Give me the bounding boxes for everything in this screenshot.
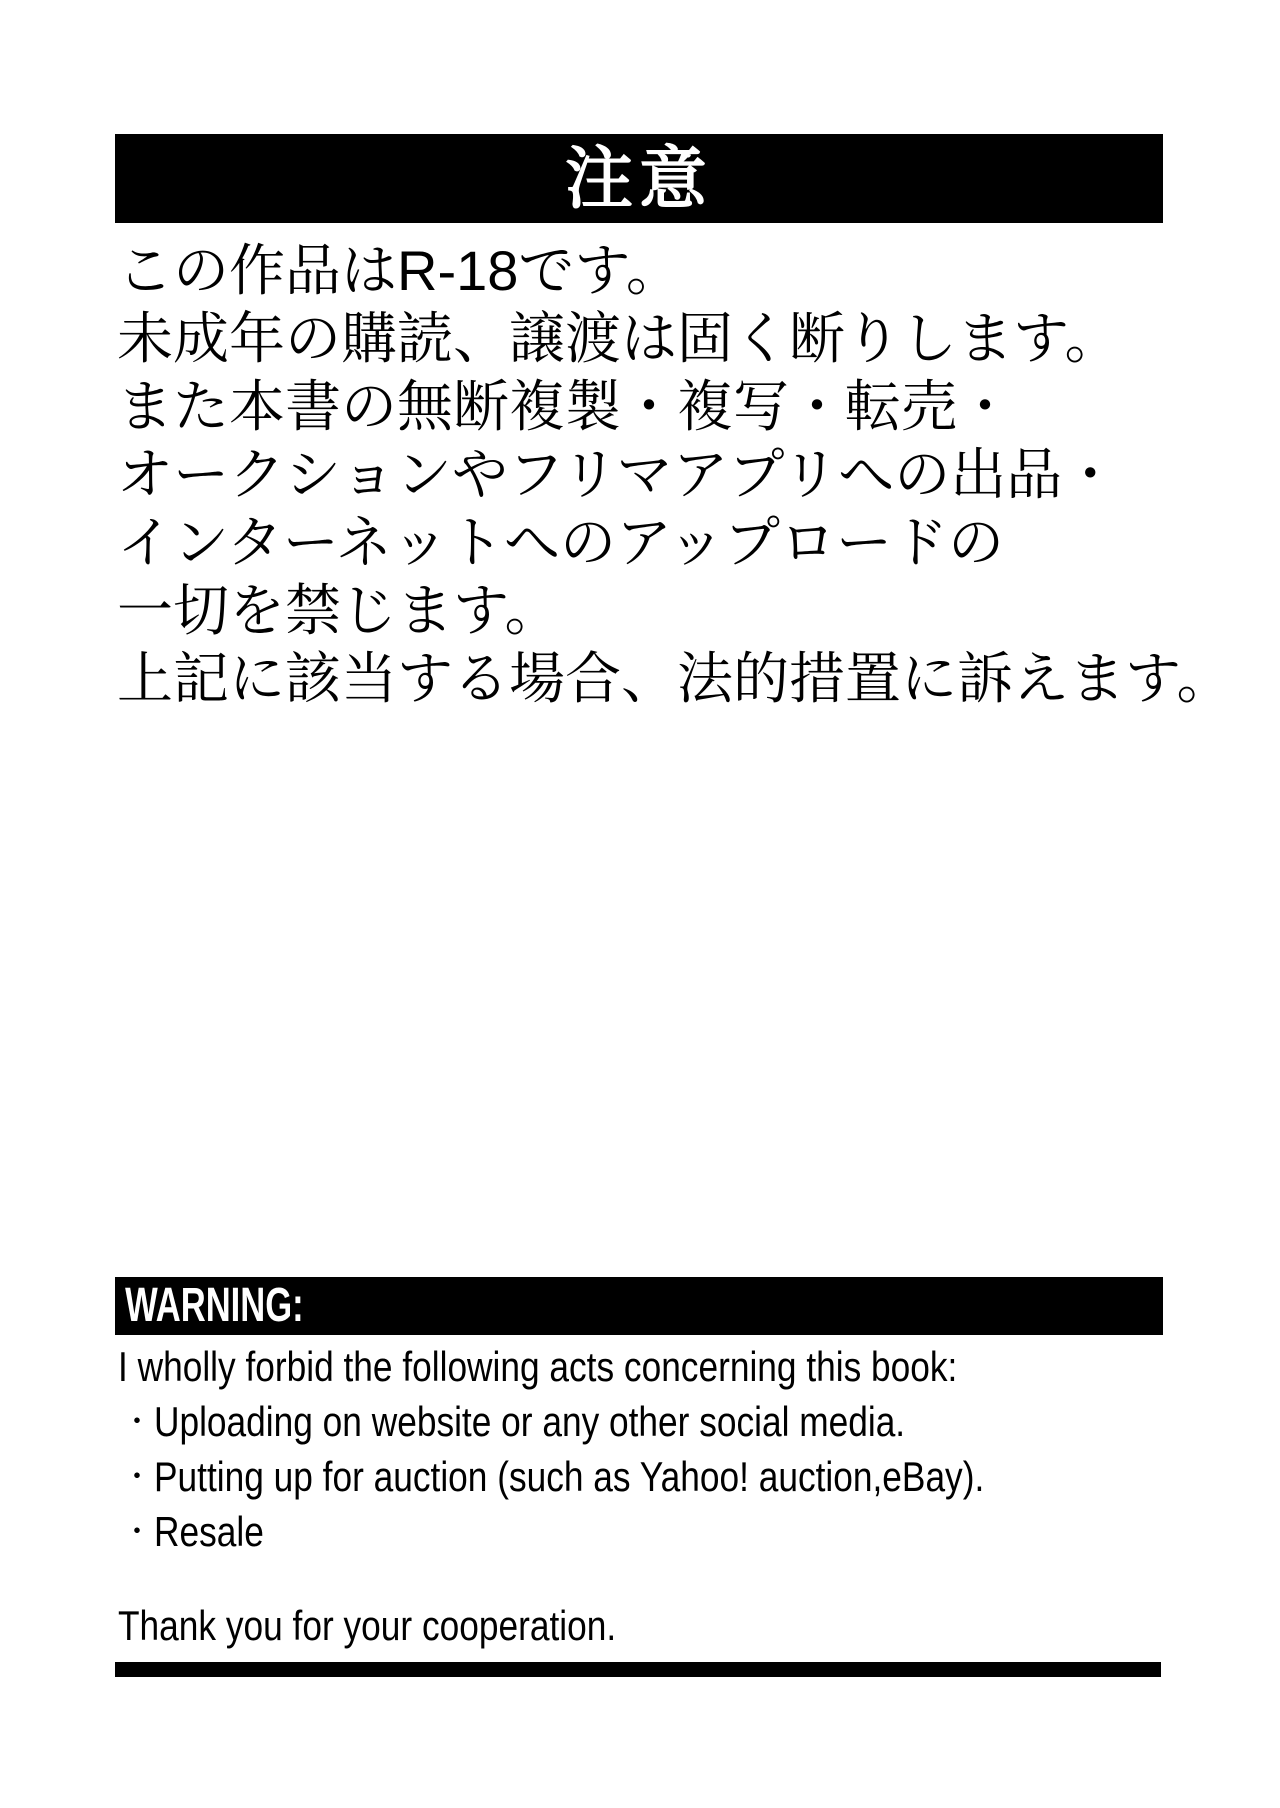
bullet-dot: ・ [122, 1461, 152, 1494]
notice-banner [115, 134, 1163, 223]
bullet-dot: ・ [122, 1406, 152, 1439]
warning-title: WARNING: [125, 1279, 304, 1332]
bullet-dot: ・ [122, 1516, 152, 1549]
list-item-text: Putting up for auction (such as Yahoo! auction,eBay). [154, 1453, 985, 1500]
jp-line: 一切を禁じます。 [117, 579, 561, 642]
japanese-warning-text [117, 237, 1233, 713]
notice-title: 注意 [564, 140, 713, 217]
thanks-line: Thank you for your cooperation. [118, 1602, 617, 1649]
list-item-text: Uploading on website or any other social media. [154, 1398, 906, 1445]
list-item-text: Resale [154, 1508, 264, 1555]
list-item [122, 1508, 1142, 1563]
jp-line: オークションやフリマアプリへの出品・ [117, 443, 1119, 506]
list-item [122, 1453, 1142, 1508]
jp-line: また本書の無断複製・複写・転売・ [117, 375, 1013, 438]
bottom-divider [115, 1662, 1161, 1677]
warning-list [122, 1398, 1142, 1563]
jp-line: この作品はR-18です。 [117, 239, 682, 302]
jp-line: 上記に該当する場合、法的措置に訴えます。 [117, 647, 1233, 710]
warning-intro: I wholly forbid the following acts concerning this book: [118, 1343, 958, 1390]
jp-line: インターネットへのアップロードの [117, 511, 1005, 574]
jp-line: 未成年の購読、譲渡は固く断りします。 [117, 307, 1121, 370]
list-item [122, 1398, 1142, 1453]
warning-banner [115, 1277, 1163, 1335]
